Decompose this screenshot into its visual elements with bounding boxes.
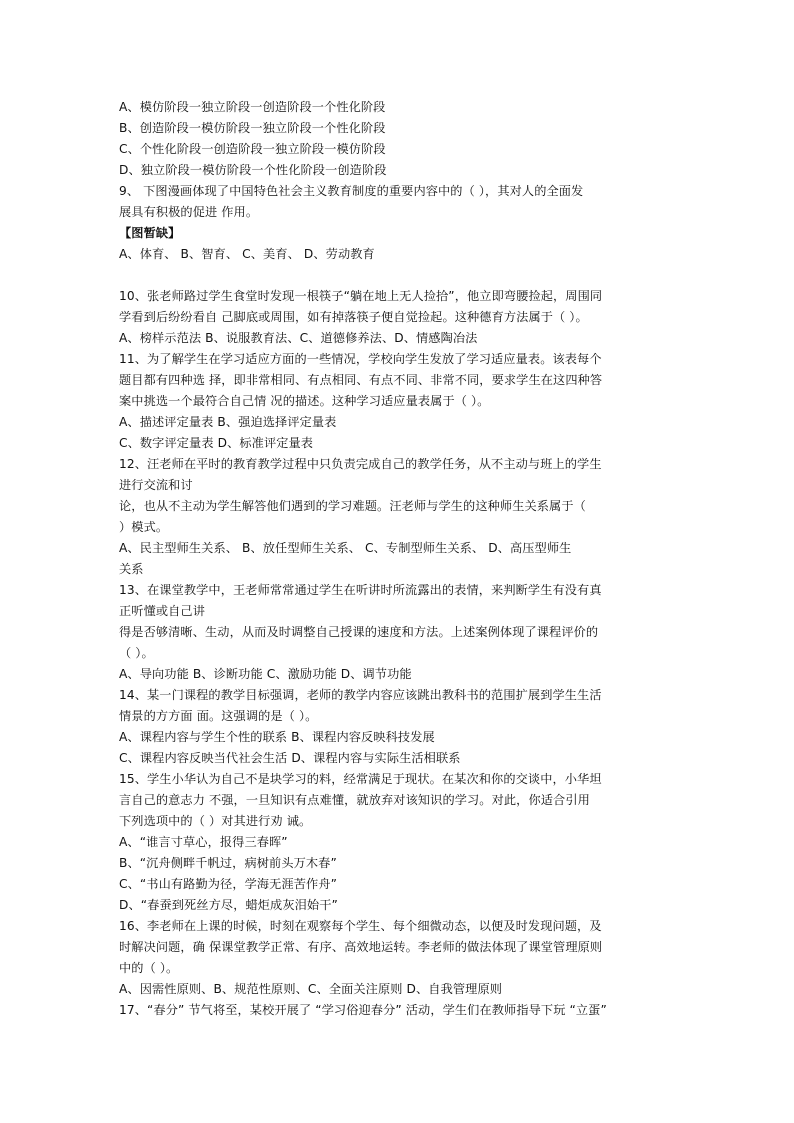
option-15b: B、“沉舟侧畔千帆过，病树前头万木春” <box>119 856 337 870</box>
question-11-options-2: C、数字评定量表 D、标准评定量表 <box>119 436 314 450</box>
question-10-options: A、榜样示范法 B、说服教育法、C、道德修养法、D、情感陶冶法 <box>119 331 478 345</box>
option-8b: B、创造阶段一模仿阶段一独立阶段一个性化阶段 <box>119 121 386 135</box>
question-14-options-1: A、课程内容与学生个性的联系 B、课程内容反映科技发展 <box>119 730 435 744</box>
option-15c: C、“书山有路勤为径，学海无涯苦作舟” <box>119 877 338 891</box>
question-11-line-2: 题目都有四种选 择，即非常相同、有点相同、有点不同、非常不同，要求学生在这四种答 <box>119 373 603 387</box>
question-12-line-4: ）模式。 <box>119 520 169 534</box>
question-13-line-3: 得是否够清晰、生动，从而及时调整自己授课的速度和方法。上述案例体现了课程评价的 <box>119 625 599 639</box>
question-13-line-2: 正听懂或自己讲 <box>119 604 206 618</box>
question-9-line-2: 展具有积极的促进 作用。 <box>119 205 259 219</box>
option-15a: A、“谁言寸草心，报得三春晖” <box>119 835 288 849</box>
question-14-options-2: C、课程内容反映当代社会生活 D、课程内容与实际生活相联系 <box>119 751 461 765</box>
question-10-line-2: 学看到后纷纷看自 己脚底或周围，如有掉落筷子便自觉捡起。这种德育方法属于（ ）。 <box>119 310 588 324</box>
image-missing-note: 【图暂缺】 <box>119 226 181 240</box>
question-17-line-1: 17、“春分” 节气将至，某校开展了 “学习俗迎春分” 活动，学生们在教师指导下玩 “立蛋” <box>119 1003 607 1017</box>
question-16-line-2: 时解决问题，确 保课堂教学正常、有序、高效地运转。李老师的做法体现了课堂管理原则 <box>119 940 603 954</box>
question-13-line-4: （ ）。 <box>119 646 154 660</box>
option-15d: D、“春蚕到死丝方尽，蜡炬成灰泪始干” <box>119 898 338 912</box>
question-11-options-1: A、描述评定量表 B、强迫选择评定量表 <box>119 415 337 429</box>
question-11-line-3: 案中挑选一个最符合自己情 况的描述。这种学习适应量表属于（ ）。 <box>119 394 490 408</box>
question-15-line-3: 下列选项中的（ ）对其进行劝 诫。 <box>119 814 312 828</box>
option-8a: A、模仿阶段一独立阶段一创造阶段一个性化阶段 <box>119 100 386 114</box>
question-14-line-1: 14、某一门课程的教学目标强调，老师的教学内容应该跳出教科书的范围扩展到学生生活 <box>119 688 602 702</box>
question-11-line-1: 11、为了解学生在学习适应方面的一些情况，学校向学生发放了学习适应量表。该表每个 <box>119 352 602 366</box>
question-13-options: A、导向功能 B、诊断功能 C、激励功能 D、调节功能 <box>119 667 412 681</box>
question-9-options: A、体育、 B、智育、 C、美育、 D、劳动教育 <box>119 247 375 261</box>
question-16-line-1: 16、李老师在上课的时候，时刻在观察每个学生、每个细微动态，以便及时发现问题，及 <box>119 919 602 933</box>
question-12-options: A、民主型师生关系、 B、放任型师生关系、 C、专制型师生关系、 D、高压型师生 <box>119 541 572 555</box>
question-9-line-1: 9、 下图漫画体现了中国特色社会主义教育制度的重要内容中的（ ），其对人的全面发 <box>119 184 584 198</box>
question-12-line-3: 论，也从不主动为学生解答他们遇到的学习难题。汪老师与学生的这种师生关系属于（ <box>119 499 586 513</box>
question-12-line-2: 进行交流和讨 <box>119 478 193 492</box>
option-8d: D、独立阶段一模仿阶段一个性化阶段一创造阶段 <box>119 163 387 177</box>
question-16-options: A、因需性原则、B、规范性原则、C、全面关注原则 D、自我管理原则 <box>119 982 503 996</box>
question-14-line-2: 情景的方方面 面。这强调的是（ ）。 <box>119 709 318 723</box>
question-15-line-1: 15、学生小华认为自己不是块学习的料，经常满足于现状。在某次和你的交谈中，小华坦 <box>119 772 602 786</box>
question-16-line-3: 中的（ ）。 <box>119 961 179 975</box>
question-15-line-2: 言自己的意志力 不强，一旦知识有点难懂，就放弃对该知识的学习。对此，你适合引用 <box>119 793 590 807</box>
question-12-line-1: 12、汪老师在平时的教育教学过程中只负责完成自己的教学任务，从不主动与班上的学生 <box>119 457 602 471</box>
question-12-options-cont: 关系 <box>119 562 144 576</box>
option-8c: C、个性化阶段一创造阶段一独立阶段一模仿阶段 <box>119 142 386 156</box>
question-13-line-1: 13、在课堂教学中，王老师常常通过学生在听讲时所流露出的表情，来判断学生有没有真 <box>119 583 602 597</box>
question-10-line-1: 10、张老师路过学生食堂时发现一根筷子“躺在地上无人捡拾”，他立即弯腰捡起，周围同 <box>119 289 603 303</box>
